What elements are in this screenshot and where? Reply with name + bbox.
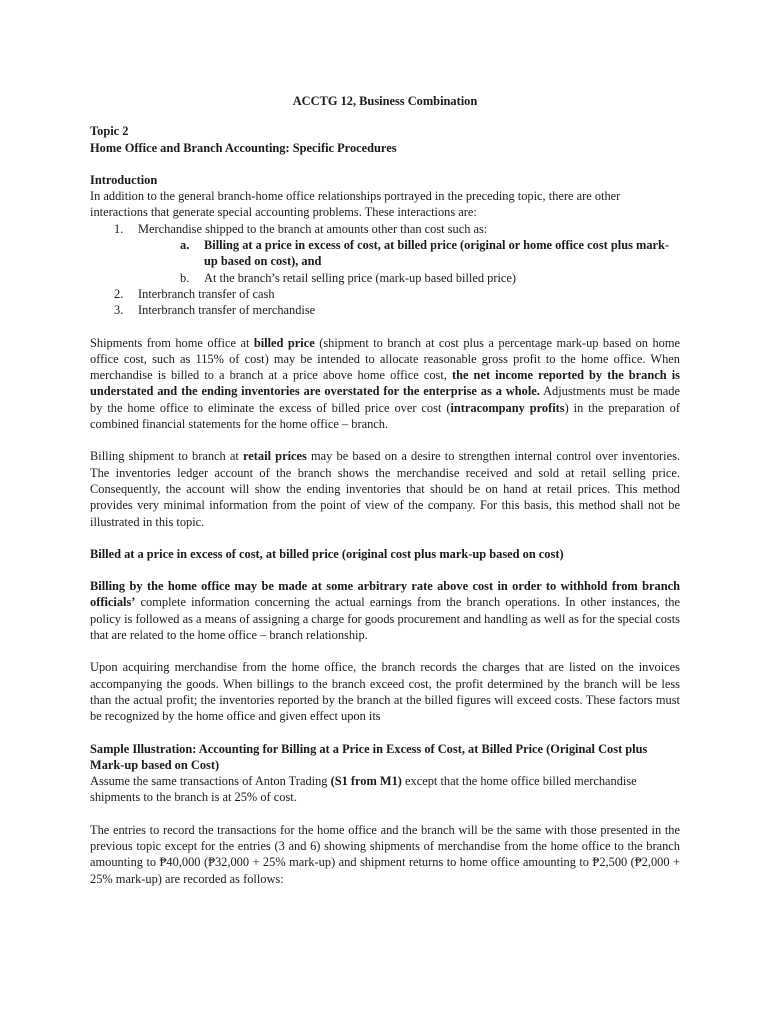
text-run-bold: (S1 from M1) <box>330 774 402 789</box>
text-run-bold: billed price <box>253 335 315 350</box>
sample-assumption-paragraph <box>90 773 680 806</box>
intro-paragraph: In addition to the general branch-home office relationships portrayed in the preceding topic, there are other interactions that generate special accounting problems. These interactions are: <box>90 189 621 220</box>
entries-paragraph: The entries to record the transactions for the home office and the branch will be the same with those presented in the previous topic except for the entries (3 and 6) showing shipments of merchandise from the home office to the branch amounting to ₱40,000 (₱32,000 + 25% mark-up) and shipment returns to home office amounting to ₱2,500 (₱2,000 + 25% mark-up) are recorded as follows: <box>90 822 680 886</box>
billed-price-paragraph <box>90 335 680 433</box>
list-item <box>90 286 680 302</box>
sub-list-item <box>90 237 680 270</box>
text-run-bold: the net income reported by the branch is understated and the ending inventories are overstated for the enterprise as a whole. <box>90 368 680 399</box>
document-page <box>90 93 680 887</box>
topic-number: Topic 2 <box>90 124 129 139</box>
text-run: except that the home office billed merchandise shipments to the branch is at 25% of cost. <box>90 774 637 805</box>
list-item-number: 1. <box>114 221 124 236</box>
sub-list-letter: a. <box>180 238 190 253</box>
arbitrary-rate-paragraph <box>90 578 680 643</box>
text-run-bold: Billing by the home office may be made at some arbitrary rate above cost in order to withhold from branch officials’ <box>90 579 680 610</box>
intro-heading: Introduction <box>90 172 158 187</box>
list-item <box>90 221 680 286</box>
list-item <box>90 302 680 318</box>
retail-price-paragraph <box>90 448 680 529</box>
list-item-text: Interbranch transfer of merchandise <box>138 303 316 318</box>
text-run: ) in the preparation of combined financial statements for the home office – branch. <box>90 400 680 432</box>
text-run-bold: retail prices <box>243 449 307 464</box>
text-run: (shipment to branch at cost plus a percentage mark-up based on home office cost, such as 115% of cost) may be intended to allocate reasonable gross profit to the home office. When merchandise is billed to a branch at a price above home office cost, <box>90 335 680 383</box>
sub-list-item <box>90 270 680 286</box>
text-run: Adjustments must be made by the home office to eliminate the excess of billed price over cost ( <box>90 384 681 415</box>
sample-illustration-heading: Sample Illustration: Accounting for Billing at a Price in Excess of Cost, at Billed Price (Original Cost plus Mark-up based on Cost) <box>90 741 648 772</box>
text-run: Assume the same transactions of Anton Trading <box>90 774 331 789</box>
list-item-number: 3. <box>114 303 124 318</box>
sub-list <box>138 237 680 286</box>
text-run-bold: intracompany profits <box>450 400 565 415</box>
text-run: complete information concerning the actual earnings from the branch operations. In other instances, the policy is followed as a means of assigning a charge for goods procurement and handling as well as for the special costs that are related to the home office – branch relationship. <box>90 595 680 643</box>
document-title: ACCTG 12, Business Combination <box>292 94 478 108</box>
interactions-list <box>90 221 680 319</box>
text-run: Billing shipment to branch at <box>90 449 244 464</box>
text-run: may be based on a desire to strengthen internal control over inventories. The inventories ledger account of the branch shows the merchandise received and sold at retail selling price. Consequently, the account will show the ending inventories that should be on hand at retail prices. This method provides very minimal information from the point of view of the company. For this basis, this method shall not be illustrated in this topic. <box>90 449 681 529</box>
text-run: Shipments from home office at <box>90 335 254 350</box>
sub-list-text: Billing at a price in excess of cost, at billed price (original or home office cost plus mark-up based on cost), and <box>204 238 670 269</box>
acquiring-merchandise-paragraph: Upon acquiring merchandise from the home office, the branch records the charges that are listed on the invoices accompanying the goods. When billings to the branch exceed cost, the profit determined by the branch will be less than the actual profit; the inventories reported by the branch at the billed figures will exceed costs. These factors must be recognized by the home office and given effect upon its <box>90 660 680 724</box>
list-item-text: Interbranch transfer of cash <box>138 286 275 301</box>
topic-title: Home Office and Branch Accounting: Specific Procedures <box>90 140 397 155</box>
section-heading: Billed at a price in excess of cost, at billed price (original cost plus mark-up based on cost) <box>90 546 564 561</box>
list-item-text: Merchandise shipped to the branch at amounts other than cost such as: <box>138 221 488 236</box>
list-item-number: 2. <box>114 286 124 301</box>
sub-list-letter: b. <box>180 270 190 285</box>
sub-list-text: At the branch’s retail selling price (mark-up based billed price) <box>204 270 517 285</box>
